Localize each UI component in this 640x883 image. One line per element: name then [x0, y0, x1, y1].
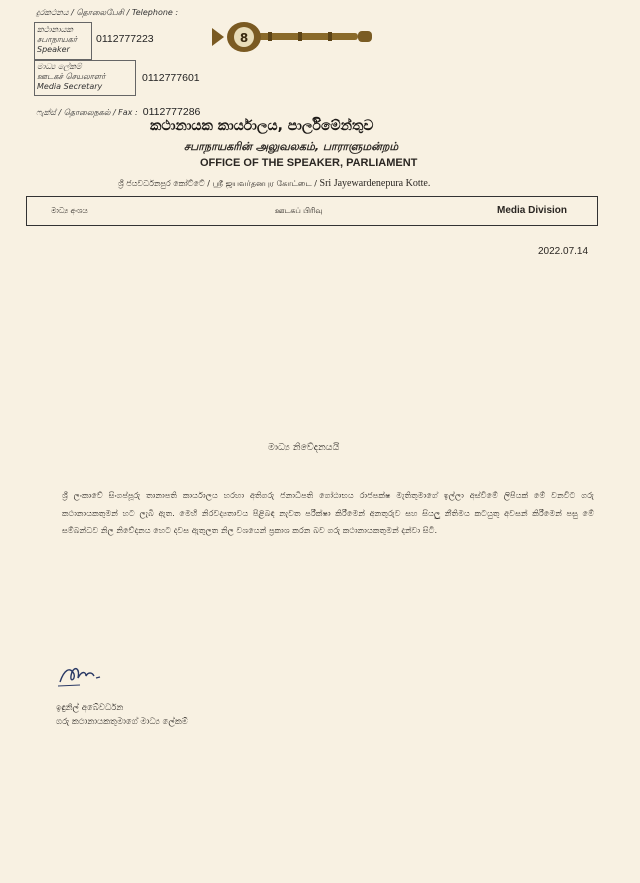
signature-icon: [56, 660, 116, 690]
media-label-si: මාධ්‍ය ලේකම්: [37, 62, 82, 71]
press-release-heading: මාධ්‍ය නිවේදනයයි: [268, 442, 340, 453]
signer-name: ඉඳුනිල් අබේවර්ධන: [56, 703, 124, 713]
address-si: ශ්‍රී ජයවර්ධනපුර කෝට්ටේ /: [118, 179, 210, 188]
address-en: Sri Jayewardenepura Kotte.: [319, 178, 431, 189]
fax-line: [36, 100, 200, 119]
fax-label: ෆැක්ස් / தொலைநகல் / Fax :: [36, 108, 138, 117]
speaker-label-ta: சபாநாயகர்: [37, 35, 78, 44]
press-release-body: ශ්‍රී ලංකාවේ සිංගප්පූරු තානාපති කාර්යාලය හරහා අතිගරු ජනාධිපති ගෝඨාභය රාජපක්ෂ මැතිතුමාගේ ඉල්ලා අස්වීමේ ලිපියක් මේ වනවිට ගරු කථානායකතුමන් හට ලැබී ඇත. මෙහි නිරවද්‍යතාවය පිළිබඳ නැවත පරීක්ෂා කිරීමෙන් අනතුරුව සහ සියලු නීතිමය කටයුතු අවසන් කිරීමෙන් පසු මේ සම්බන්ධව නිල නිවේදනය හෙට දවස ඇතුලත නිල වශයෙන් ප්‍රකාශ කරන බව ගරු කථානායකතුමන් දන්වා සිටී.: [62, 490, 594, 535]
speaker-label-en: Speaker: [37, 45, 70, 54]
signer-title: ගරු කථානායකතුමාගේ මාධ්‍ය ලේකම්: [56, 717, 188, 727]
office-name-ta: சபாநாயகரின் அலுவலகம், பாராளுமன்றம்: [184, 140, 399, 153]
office-address: [118, 178, 430, 189]
speaker-label-si: කථානායක: [37, 25, 73, 34]
media-label-ta: ஊடகச் செயலாளர்: [37, 72, 106, 81]
emblem-letter: 8: [239, 31, 249, 45]
telephone-label: දුරකථනය / தொலைபேசி / Telephone :: [36, 8, 179, 17]
fax-number: 0112777286: [142, 106, 201, 118]
office-name-si: කථානායක කාර්යාලය, පාර්ලිමේන්තුව: [150, 118, 374, 134]
division-ta: ஊடகப் பிரிவு: [275, 206, 323, 215]
division-si: මාධ්‍ය අංශය: [51, 206, 88, 215]
release-date: 2022.07.14: [538, 246, 589, 257]
speaker-label-box: [34, 22, 92, 60]
media-label-en: Media Secretary: [37, 82, 103, 91]
media-secretary-label-box: [34, 60, 136, 96]
parliament-mace-emblem-icon: [208, 18, 380, 58]
media-secretary-phone: 0112777601: [142, 72, 200, 84]
media-division-box: [26, 196, 598, 226]
office-name-en: OFFICE OF THE SPEAKER, PARLIAMENT: [200, 157, 418, 169]
signer-block: [56, 701, 188, 729]
division-en: Media Division: [497, 205, 568, 216]
address-ta: ஸ்ரீ ஜயவர்தனபுர கோட்டை /: [212, 179, 317, 188]
speaker-phone: 0112777223: [96, 33, 154, 45]
